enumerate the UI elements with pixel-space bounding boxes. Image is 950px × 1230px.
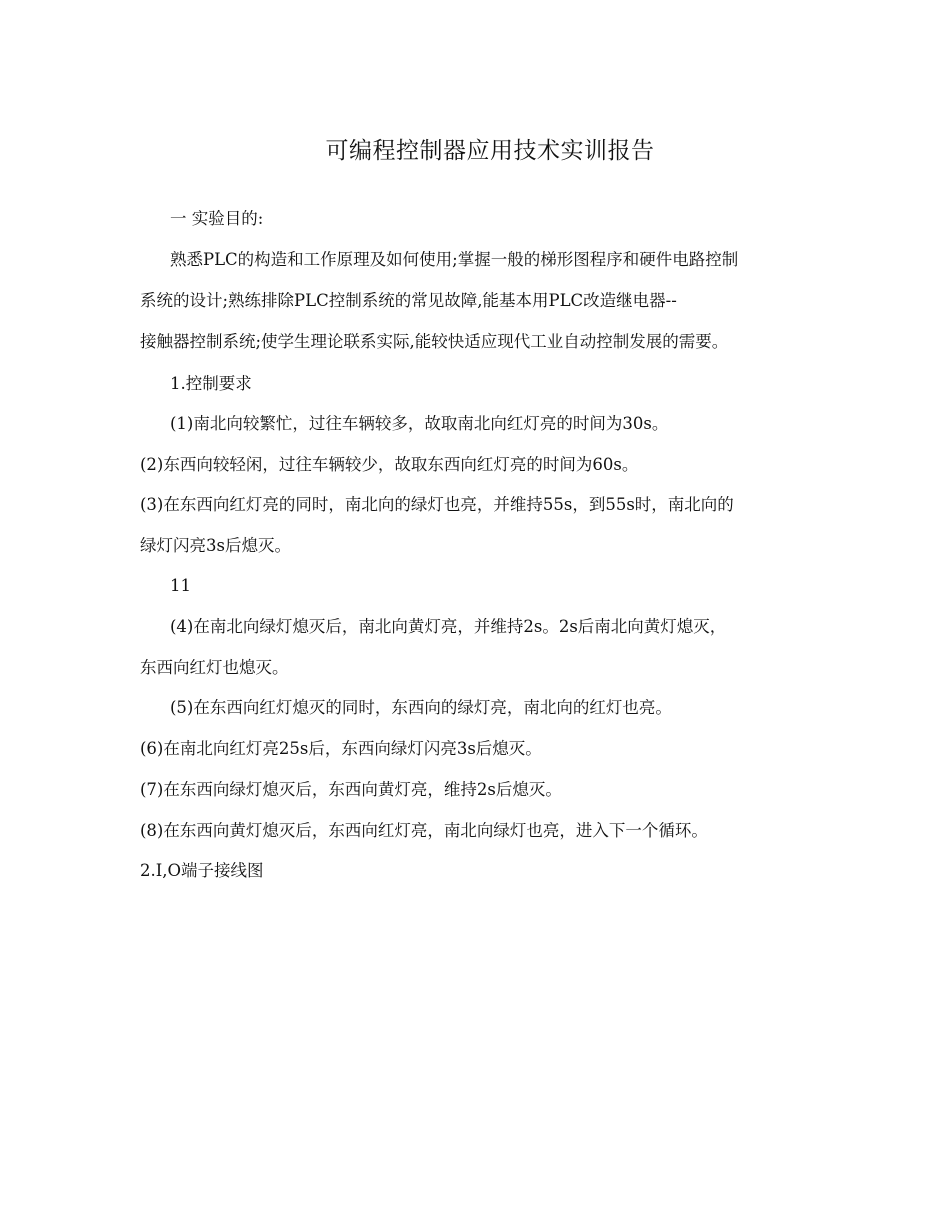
requirement-item-4: (4)在南北向绿灯熄灭后，南北向黄灯亮，并维持2s。2s后南北向黄灯熄灭，: [170, 617, 727, 636]
document-title: 可编程控制器应用技术实训报告: [325, 138, 655, 164]
requirement-item-6: (6)在南北向红灯亮25s后，东西向绿灯闪亮3s后熄灭。: [140, 739, 542, 758]
requirement-item-1: (1)南北向较繁忙，过往车辆较多，故取南北向红灯亮的时间为30s。: [170, 414, 669, 433]
purpose-line-1: 熟悉PLC的构造和工作原理及如何使用;掌握一般的梯形图程序和硬件电路控制: [170, 250, 739, 269]
page-number: 11: [170, 576, 191, 595]
requirement-item-5: (5)在东西向红灯熄灭的同时，东西向的绿灯亮，南北向的红灯也亮。: [170, 698, 672, 717]
section-heading: 一 实验目的:: [170, 209, 264, 228]
requirement-item-4-continued: 东西向红灯也熄灭。: [140, 658, 289, 677]
purpose-line-3: 接触器控制系统;使学生理论联系实际,能较快适应现代工业自动控制发展的需要。: [140, 332, 729, 351]
requirement-item-3: (3)在东西向红灯亮的同时，南北向的绿灯也亮，并维持55s，到55s时，南北向的: [140, 495, 734, 514]
requirement-item-3-continued: 绿灯闪亮3s后熄灭。: [140, 536, 291, 555]
requirement-item-8: (8)在东西向黄灯熄灭后，东西向红灯亮，南北向绿灯也亮，进入下一个循环。: [140, 821, 708, 840]
requirement-item-7: (7)在东西向绿灯熄灭后，东西向黄灯亮，维持2s后熄灭。: [140, 780, 562, 799]
purpose-line-2: 系统的设计;熟练排除PLC控制系统的常见故障,能基本用PLC改造继电器--: [140, 291, 677, 310]
control-requirements-heading: 1.控制要求: [170, 374, 252, 393]
io-wiring-heading: 2.I,O端子接线图: [140, 861, 264, 880]
requirement-item-2: (2)东西向较轻闲，过往车辆较少，故取东西向红灯亮的时间为60s。: [140, 455, 639, 474]
